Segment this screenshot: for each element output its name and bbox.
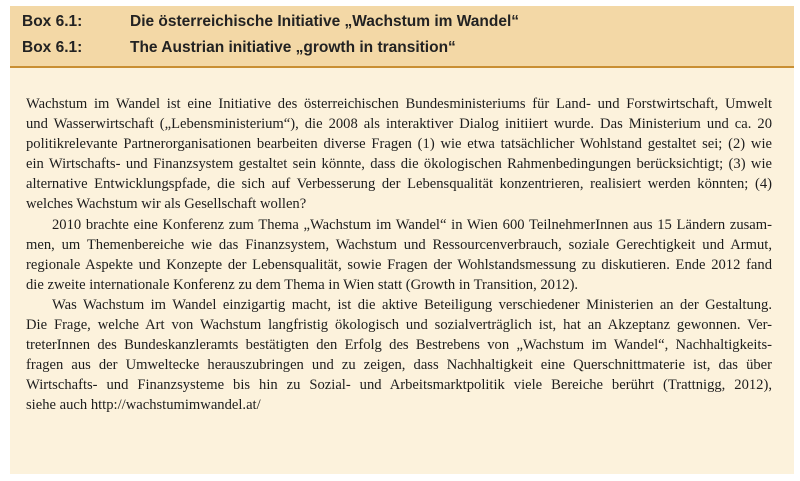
text-line: siehe auch http://wachstumimwandel.at/ (26, 397, 261, 414)
text-line: 2010 brachte eine Konferenz zum Thema „Wachstum im Wandel“ in Wien 600 TeilnehmerInnen aus 15 Ländern zusam- (52, 216, 772, 233)
text-line: men, um Themenbereiche wie das Finanzsystem, Wachstum und Ressourcenverbrauch, soziale Gerechtigkeit und Armut, (26, 236, 772, 253)
box-title-english (22, 39, 456, 63)
box-title: Die österreichische Initiative „Wachstum im Wandel“ (130, 13, 520, 30)
box-title-german (22, 13, 519, 37)
text-line: Die Frage, welche Art von Wachstum langfristig ökologisch und sozialverträglich ist, hat an Akzeptanz gewonnen. Ver- (26, 317, 772, 334)
text-line: die zweite internationale Konferenz zu dem Thema in Wien statt (Growth in Transition, 2012). (26, 276, 579, 293)
paragraph-2 (26, 215, 772, 295)
text-line: Wirtschafts- und Finanzsysteme bis hin zu Sozial- und Arbeitsmarktpolitik viele Bereiche berührt (Trattnigg, 2012), (26, 377, 772, 394)
text-line: Wachstum im Wandel ist eine Initiative des österreichischen Bundesministeriums für Land- und Forstwirtschaft, Umwelt (26, 96, 772, 112)
text-line: Was Wachstum im Wandel einzigartig macht, ist die aktive Beteiligung verschiedener Ministerien an der Gestaltung. (52, 296, 772, 313)
box-header (10, 6, 794, 68)
box-body (26, 94, 772, 416)
paragraph-1 (26, 94, 772, 215)
text-line: regionale Aspekte und Konzepte der Lebensqualität, sowie Fragen der Wohlstandsmessung zu diskutieren. Ende 2012 fand (26, 256, 772, 273)
box-number: Box 6.1: (22, 13, 83, 30)
text-line: treterInnen des Bundeskanzleramts bestätigten den Erfolg des Bestrebens von „Wachstum im Wandel“, Nachhaltigkeits- (26, 337, 772, 354)
text-line: fragen aus der Umweltecke herauszubringen und zu zeigen, dass Nachhaltigkeit eine Querschnittmaterie ist, das über (26, 357, 772, 374)
box-number: Box 6.1: (22, 39, 83, 56)
paragraph-3 (26, 295, 772, 416)
box-title: The Austrian initiative „growth in transition“ (130, 39, 456, 56)
text-line: politikrelevante Partnerorganisationen bearbeiten diverse Fragen (1) wie etwa tatsächlicher Wohlstand gestaltet sei; (2) wie (26, 136, 772, 153)
text-line: alternative Entwicklungspfade, die sich auf Verbesserung der Lebensqualität konzentrieren, realisiert werden könnten; (4) (26, 176, 772, 193)
text-line: und Wasserwirtschaft („Lebensministerium“), die 2008 als interaktiver Dialog initiiert wurde. Das Ministerium und ca. 20 (26, 116, 772, 133)
text-line: welches Wachstum wir als Gesellschaft wollen? (26, 196, 307, 213)
text-line: ein Wirtschafts- und Finanzsystem gestaltet sein könnte, dass die ökologischen Rahmenbedingungen berücksichtigt; (3) wie (26, 156, 772, 173)
